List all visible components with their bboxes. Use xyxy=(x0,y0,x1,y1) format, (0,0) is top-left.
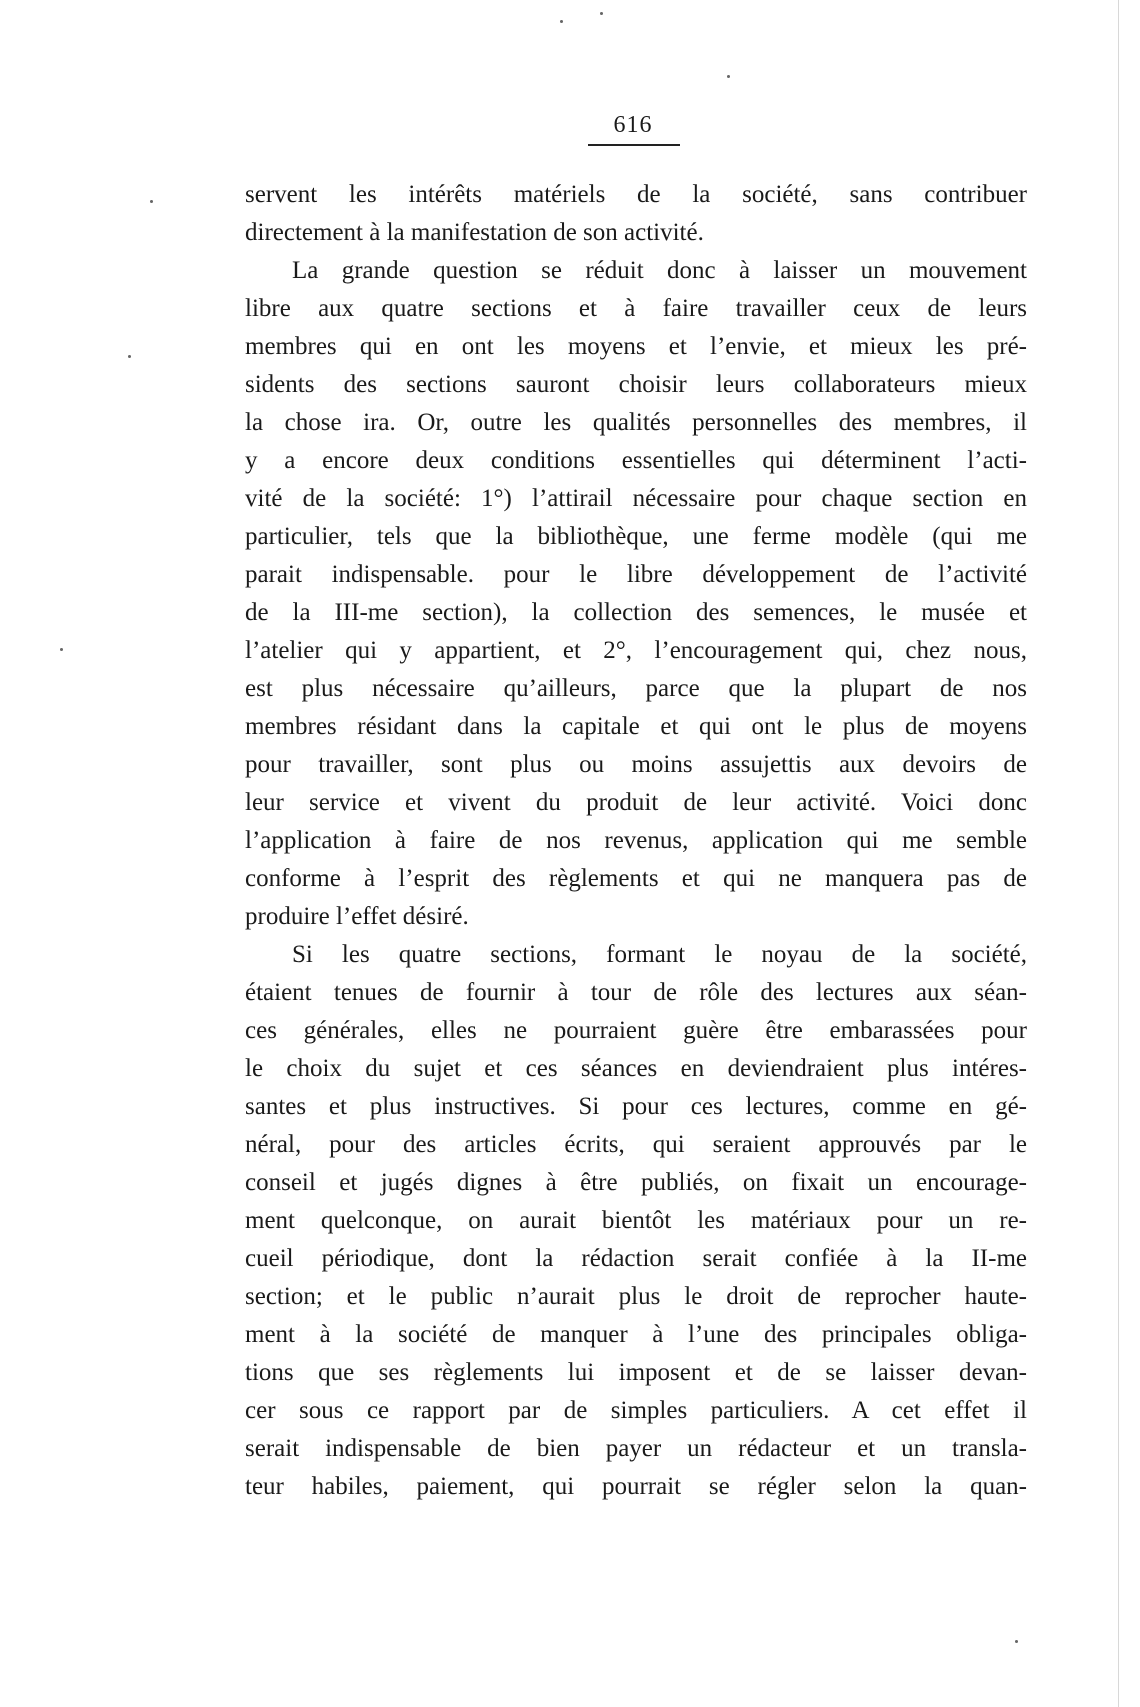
text-line: pour travailler, sont plus ou moins assujettis aux devoirs de xyxy=(245,751,1027,778)
text-line: santes et plus instructives. Si pour ces lectures, comme en gé- xyxy=(245,1093,1027,1120)
text-line: ces générales, elles ne pourraient guère être embarassées pour xyxy=(245,1017,1027,1044)
body-text xyxy=(245,176,1027,1506)
scan-speck xyxy=(727,75,730,78)
paragraph xyxy=(245,936,1027,1506)
text-line: sidents des sections sauront choisir leurs collaborateurs mieux xyxy=(245,371,1027,398)
text-line: tions que ses règlements lui imposent et de se laisser devan- xyxy=(245,1359,1027,1386)
page-number-rule xyxy=(588,144,680,146)
scan-speck xyxy=(128,355,131,358)
text-line: Si les quatre sections, formant le noyau de la société, xyxy=(292,941,1027,968)
text-line: y a encore deux conditions essentielles qui déterminent l’acti- xyxy=(245,447,1027,474)
text-line: vité de la société: 1°) l’attirail nécessaire pour chaque section en xyxy=(245,485,1027,512)
text-line: La grande question se réduit donc à laisser un mouvement xyxy=(292,257,1027,284)
text-line: libre aux quatre sections et à faire travailler ceux de leurs xyxy=(245,295,1027,322)
paragraph xyxy=(245,252,1027,936)
text-line: produire l’effet désiré. xyxy=(245,903,469,930)
text-line: parait indispensable. pour le libre développement de l’activité xyxy=(245,561,1027,588)
scan-speck xyxy=(1015,1640,1018,1643)
text-line: ment à la société de manquer à l’une des principales obliga- xyxy=(245,1321,1027,1348)
text-line: serait indispensable de bien payer un rédacteur et un transla- xyxy=(245,1435,1027,1462)
text-line: conforme à l’esprit des règlements et qui ne manquera pas de xyxy=(245,865,1027,892)
text-line: cer sous ce rapport par de simples particuliers. A cet effet il xyxy=(245,1397,1027,1424)
text-line: néral, pour des articles écrits, qui seraient approuvés par le xyxy=(245,1131,1027,1158)
page-edge-line xyxy=(1118,0,1119,1707)
text-line: de la III-me section), la collection des semences, le musée et xyxy=(245,599,1027,626)
text-line: directement à la manifestation de son activité. xyxy=(245,219,704,246)
text-line: membres résidant dans la capitale et qui ont le plus de moyens xyxy=(245,713,1027,740)
text-line: teur habiles, paiement, qui pourrait se régler selon la quan- xyxy=(245,1473,1027,1500)
text-line: membres qui en ont les moyens et l’envie, et mieux les pré- xyxy=(245,333,1027,360)
text-line: la chose ira. Or, outre les qualités personnelles des membres, il xyxy=(245,409,1027,436)
text-line: particulier, tels que la bibliothèque, une ferme modèle (qui me xyxy=(245,523,1027,550)
scan-speck xyxy=(60,648,63,651)
page-number: 616 xyxy=(613,112,653,138)
text-line: leur service et vivent du produit de leur activité. Voici donc xyxy=(245,789,1027,816)
text-line: section; et le public n’aurait plus le droit de reprocher haute- xyxy=(245,1283,1027,1310)
scan-speck xyxy=(150,200,153,203)
scan-speck xyxy=(560,20,563,23)
text-line: est plus nécessaire qu’ailleurs, parce que la plupart de nos xyxy=(245,675,1027,702)
scan-speck xyxy=(600,12,603,15)
text-line: l’atelier qui y appartient, et 2°, l’encouragement qui, chez nous, xyxy=(245,637,1027,664)
text-line: cueil périodique, dont la rédaction serait confiée à la II-me xyxy=(245,1245,1027,1272)
text-line: servent les intérêts matériels de la société, sans contribuer xyxy=(245,181,1027,208)
text-line: étaient tenues de fournir à tour de rôle des lectures aux séan- xyxy=(245,979,1027,1006)
text-line: l’application à faire de nos revenus, application qui me semble xyxy=(245,827,1027,854)
text-line: le choix du sujet et ces séances en deviendraient plus intéres- xyxy=(245,1055,1027,1082)
text-line: ment quelconque, on aurait bientôt les matériaux pour un re- xyxy=(245,1207,1027,1234)
paragraph xyxy=(245,176,1027,252)
text-line: conseil et jugés dignes à être publiés, on fixait un encourage- xyxy=(245,1169,1027,1196)
